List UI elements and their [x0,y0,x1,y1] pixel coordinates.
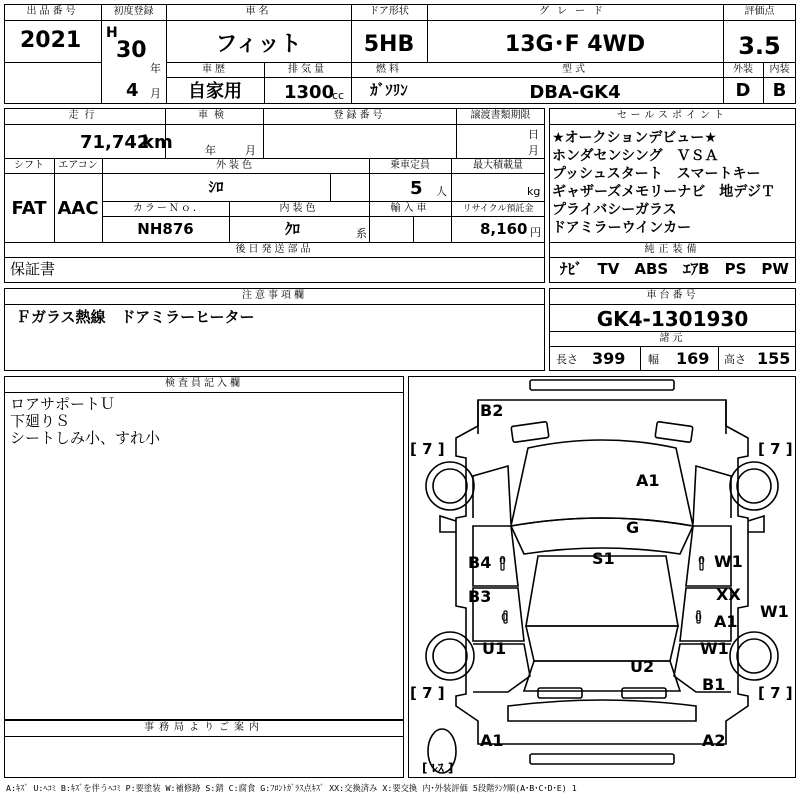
history: 自家用 [188,81,242,102]
shift-label: シフト [14,160,44,171]
fuel: ｶﾞｿﾘﾝ [370,81,408,99]
height-label: 高さ [724,353,746,366]
inspector-note: 下廻りＳ [10,412,71,430]
mark-a1-door: A1 [714,612,738,631]
inspection-label: 車検 [198,110,230,121]
inspection-month-unit: 月 [245,144,256,157]
exterior-label: 外装 [733,64,753,75]
mark-s1: S1 [592,549,615,568]
reg-number-label: 登録番号 [333,110,386,121]
mark-u1: U1 [482,639,507,658]
inspector-note: ロアサポートＵ [10,395,116,413]
grade-label: グレード [539,6,611,17]
width: 169 [676,349,710,368]
mark-b3: B3 [468,587,492,606]
import-label: 輸入車 [390,203,430,214]
era: H [106,25,118,41]
door-label: ドア形状 [369,6,409,17]
mark-b4: B4 [468,553,492,572]
mark-zero: 0 [698,554,705,567]
mark-zero: 0 [695,611,702,624]
month-unit: 月 [150,87,161,100]
mileage-label: 走行 [68,110,101,121]
mark-b2: B2 [480,401,504,420]
sales-point-line: ドアミラーウインカー [552,220,692,236]
tire-rear-left: [ 7 ] [410,684,445,702]
mark-zero: 0 [499,554,506,567]
equipment: ﾅﾋﾞ TV ABS ｴｱB PS PW [560,260,789,278]
shift: FAT [11,198,47,219]
interior-grade: B [772,80,787,101]
km-unit: km [142,132,173,153]
year-unit: 年 [150,62,161,75]
legend: A:ｷｽﾞ U:ﾍｺﾐ B:ｷｽﾞを伴うﾍｺﾐ P:要塗装 W:補修跡 S:錆 C:腐食 G:ﾌﾛﾝﾄｶﾞﾗｽ点ｷｽﾞ XX:交換済み X:要交換 内･外装評価 5段階ﾗﾝｸ順(A･B･C･D･E) 1 [6,783,577,793]
equipment-label: 純正装備 [644,244,701,255]
car-diagram [408,376,796,778]
history-label: 車歴 [202,64,228,75]
score-label: 評価点 [744,6,775,17]
tire-front-right: [ 7 ] [758,440,793,458]
aircon-label: エアコン [58,160,98,171]
model-label: 型式 [562,64,588,75]
recycle-label: リサイクル預託金 [462,204,534,214]
sales-point-line: ★オークションデビュー★ [552,130,717,146]
later-parts-label: 後日発送部品 [235,244,314,255]
car-name: フィット [215,32,302,57]
first-reg-month: 4 [126,80,139,101]
sales-point-line: プライバシーガラス [552,202,677,218]
mileage: 71,742 [80,132,150,153]
mark-zero: 0 [501,611,508,624]
interior-label: 内装 [769,64,790,75]
exterior-grade: D [735,80,751,101]
seats-label: 乗車定員 [390,160,430,171]
color-label: 外装色 [216,160,255,171]
max-load-label: 最大積載量 [473,160,523,171]
displacement: 1300 [284,82,335,103]
spare-tire: [ ﾚｽ ] [422,761,454,775]
interior-color-unit: 系 [356,227,367,240]
recycle-fee: 8,160 [480,220,528,238]
lot-label: 出品番号 [26,6,79,17]
height: 155 [757,349,791,368]
chassis-label: 車台番号 [646,290,699,301]
first-reg-year: 30 [116,38,147,63]
length-label: 長さ [556,353,578,366]
grade: 13G･F 4WD [504,32,646,57]
tire-rear-right: [ 7 ] [758,684,793,702]
seats: 5 [410,178,423,199]
width-label: 幅 [648,353,659,366]
displacement-label: 排気量 [288,64,327,75]
inspector-label: 検査員記入欄 [165,378,243,389]
mark-u2: U2 [630,657,655,676]
aircon: AAC [57,198,99,219]
interior-color-label: 内装色 [279,203,319,214]
notes-label: 注意事項欄 [242,290,307,301]
seats-unit: 人 [436,185,447,198]
chassis-number: GK4-1301930 [596,307,749,331]
mark-a1-hood: A1 [636,471,660,490]
kg-unit: kg [527,185,541,198]
mark-w1-door: W1 [714,552,743,571]
mark-g: G [626,518,640,537]
mark-w1-side: W1 [760,602,789,621]
sales-point-line: ギャザーズメモリーナビ 地デジＴ [552,184,776,200]
cc-unit: cc [332,89,345,102]
sales-point-line: ホンダセンシング ＶＳＡ [552,148,719,164]
mark-xx: XX [716,585,741,604]
fuel-label: 燃料 [376,64,402,75]
exterior-color: ｼﾛ [208,178,224,196]
door-type: 5HB [363,32,415,57]
color-no-label: カラーＮｏ. [132,203,199,214]
score: 3.5 [738,32,781,60]
interior-color: ｸﾛ [285,220,301,238]
mark-a2-rear: A2 [702,731,726,750]
inspection-year-unit: 年 [205,144,216,157]
mark-w1-rear: W1 [700,639,729,658]
transfer-deadline-label: 譲渡書類期限 [470,110,531,121]
car-name-label: 車名 [245,6,272,17]
dims-label: 諸元 [659,333,686,344]
sales-point-line: プッシュスタート スマートキー [552,166,761,182]
mark-b1: B1 [702,675,726,694]
later-parts: 保証書 [10,260,56,278]
transfer-day-unit: 日 [528,128,539,141]
office-label: 事務局よりご案内 [144,722,264,733]
first-reg-label: 初度登録 [113,6,154,17]
sales-points-label: セールスポイント [616,110,729,121]
length: 399 [592,349,626,368]
tire-front-left: [ 7 ] [410,440,445,458]
inspector-note: シートしみ小、すれ小 [10,429,161,447]
lot-number: 2021 [20,28,82,53]
notes-text: Ｆガラス熱線 ドアミラーヒーター [16,308,255,326]
mark-a1-rear: A1 [480,731,504,750]
color-number: NH876 [137,220,194,238]
model-code: DBA-GK4 [529,82,621,103]
transfer-month-unit: 月 [528,144,539,157]
yen-unit: 円 [530,226,541,239]
